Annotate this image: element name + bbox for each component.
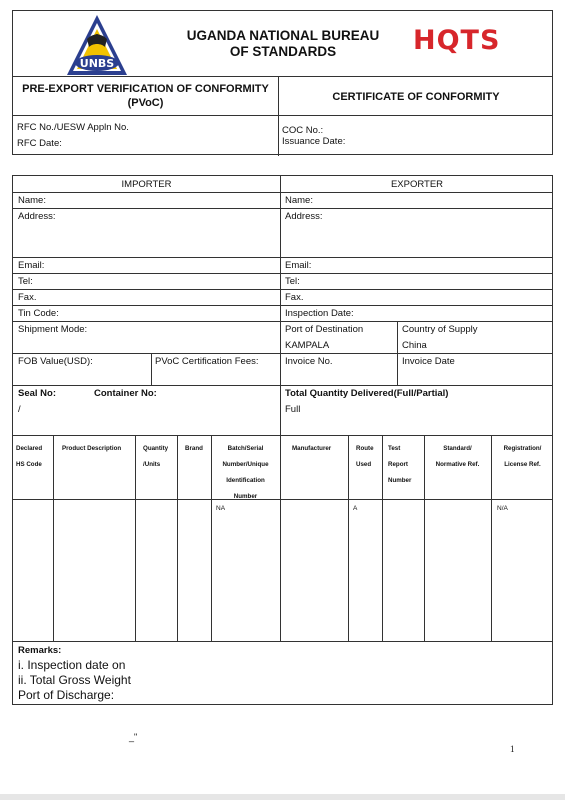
row-registration-value: N/A	[497, 505, 508, 512]
port-destination-value: KAMPALA	[285, 340, 330, 351]
certificate-title: CERTIFICATE OF CONFORMITY	[332, 91, 500, 103]
col-standard: Standard/ Normative Ref.	[435, 445, 480, 468]
col-hs-code: Declared HS Code	[16, 445, 43, 468]
page-number: 1	[510, 744, 515, 754]
col-brand: Brand	[185, 445, 203, 452]
pvoc-title-line1: PRE-EXPORT VERIFICATION OF CONFORMITY	[22, 83, 269, 95]
remarks-line3: Port of Discharge:	[18, 688, 115, 702]
col-quantity: Quantity /Units	[143, 445, 169, 468]
page-bottom-strip	[0, 794, 565, 800]
col-registration: Registration/ License Ref.	[503, 445, 542, 468]
col-test-report: Test Report Number	[388, 445, 412, 484]
unbs-logo	[65, 13, 129, 77]
fob-value-label: FOB Value(USD):	[18, 356, 93, 367]
coc-details-table	[12, 175, 553, 705]
exporter-tel-label: Tel:	[285, 276, 300, 287]
importer-name-label: Name:	[18, 195, 46, 206]
exporter-name-label: Name:	[285, 195, 313, 206]
rfc-no-label: RFC No./UESW Appln No.	[17, 122, 129, 133]
invoice-no-label: Invoice No.	[285, 356, 333, 367]
importer-fax-label: Fax.	[18, 292, 37, 303]
footer-mark: _"	[129, 732, 138, 742]
importer-email-label: Email:	[18, 260, 45, 271]
importer-address-label: Address:	[18, 211, 56, 222]
country-supply-label: Country of Supply	[402, 324, 478, 335]
row-route-value: A	[353, 505, 358, 512]
col-product-description: Product Description	[62, 445, 122, 452]
remarks-line1: i. Inspection date on	[18, 658, 126, 672]
exporter-fax-label: Fax.	[285, 292, 304, 303]
container-no-label: Container No:	[94, 388, 157, 399]
hqts-logo: HQTS	[413, 25, 501, 56]
col-manufacturer: Manufacturer	[292, 445, 332, 452]
coc-no-label: COC No.:	[282, 125, 324, 136]
exporter-email-label: Email:	[285, 260, 312, 271]
importer-tel-label: Tel:	[18, 276, 33, 287]
unbs-logo-text: UNBS	[79, 57, 115, 70]
shipment-mode-label: Shipment Mode:	[18, 324, 88, 335]
pvoc-title-line2: (PVoC)	[127, 97, 164, 109]
remarks-line2: ii. Total Gross Weight	[18, 673, 131, 687]
inspection-date-label: Inspection Date:	[285, 308, 354, 319]
exporter-heading: EXPORTER	[390, 179, 444, 190]
col-batch-serial: Batch/Serial Number/Unique Identification Number	[222, 445, 269, 500]
invoice-date-label: Invoice Date	[402, 356, 455, 367]
pvoc-fees-label: PVoC Certification Fees:	[155, 356, 259, 367]
issuance-date-label: Issuance Date:	[282, 136, 346, 147]
total-quantity-value: Full	[285, 404, 301, 415]
remarks-heading: Remarks:	[18, 645, 62, 656]
port-destination-label: Port of Destination	[285, 324, 364, 335]
importer-heading: IMPORTER	[121, 179, 172, 190]
total-quantity-label: Total Quantity Delivered(Full/Partial)	[285, 388, 449, 399]
seal-no-label: Seal No:	[18, 388, 57, 399]
seal-no-value: /	[18, 404, 21, 415]
importer-tin-label: Tin Code:	[18, 308, 59, 319]
exporter-address-label: Address:	[285, 211, 323, 222]
org-name-line1: UGANDA NATIONAL BUREAU	[186, 28, 380, 43]
org-name-line2: OF STANDARDS	[229, 44, 337, 59]
certificate-header	[12, 10, 553, 155]
rfc-date-label: RFC Date:	[17, 138, 62, 149]
col-route-used: Route Used	[356, 445, 374, 468]
row-batch-value: NA	[216, 505, 226, 512]
country-supply-value: China	[402, 340, 427, 351]
